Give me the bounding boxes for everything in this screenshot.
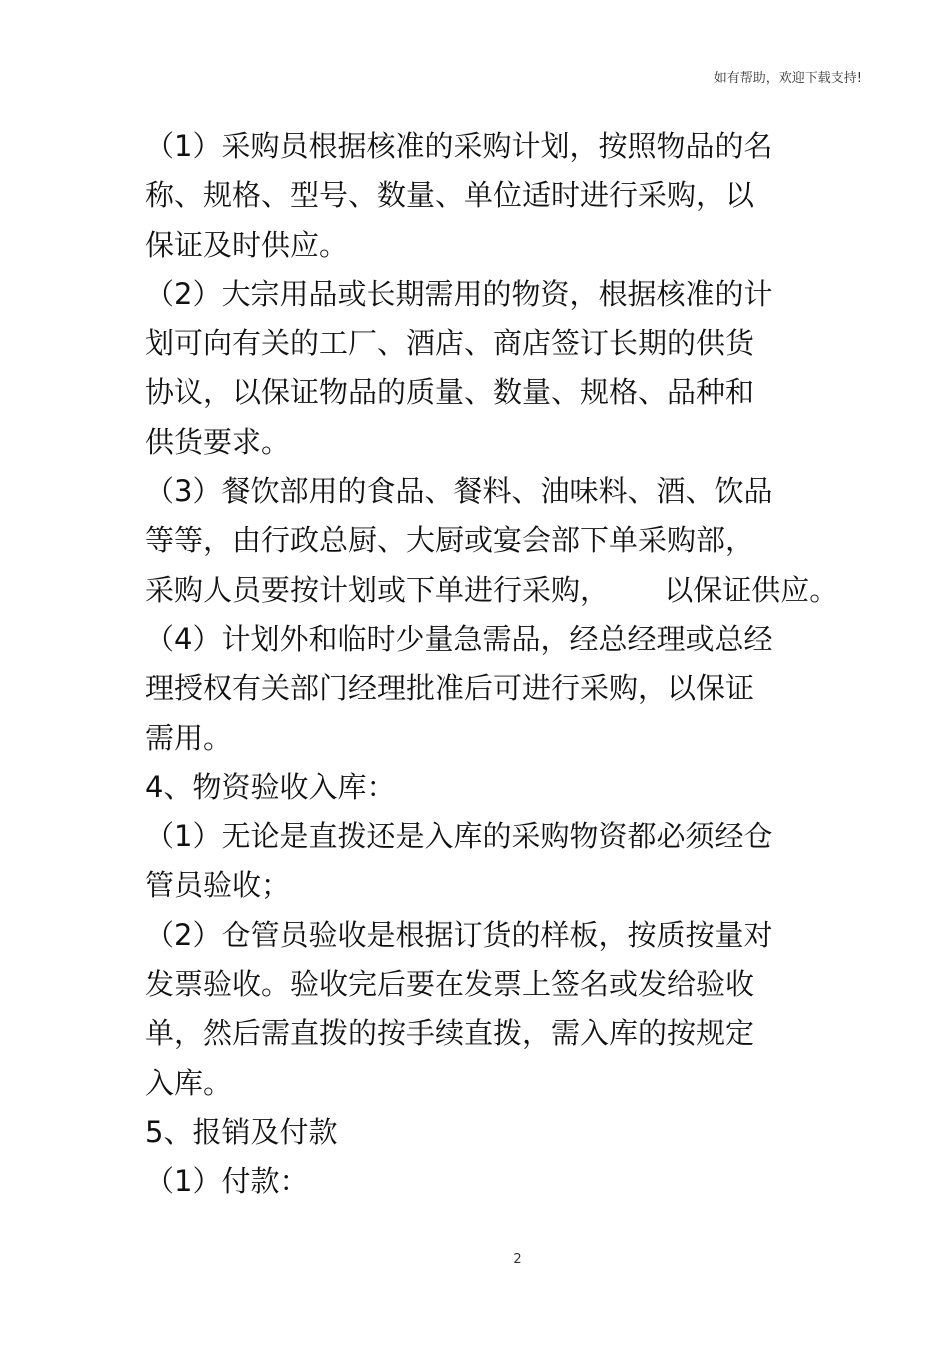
text-line: 保证及时供应。 — [145, 227, 349, 262]
text-line: 协议，以保证物品的质量、数量、规格、品种和 — [145, 375, 755, 410]
text-line: （3）餐饮部用的食品、餐料、油味料、酒、饮品 — [145, 474, 773, 509]
page-number: 2 — [513, 1252, 522, 1267]
text-line: 入库。 — [145, 1065, 233, 1100]
text-line: 理授权有关部门经理批准后可进行采购，以保证 — [145, 671, 755, 706]
header-note: 如有帮助，欢迎下载支持! — [713, 71, 862, 86]
text-line: （1）无论是直拨还是入库的采购物资都必须经仓 — [145, 819, 773, 854]
text-line: （1）付款： — [145, 1164, 309, 1199]
text-line: 发票验收。验收完后要在发票上签名或发给验收 — [145, 967, 755, 1002]
text-line: 供货要求。 — [145, 424, 291, 459]
document-body — [145, 122, 905, 1207]
text-line: 等等，由行政总厨、大厨或宴会部下单采购部， — [145, 523, 755, 558]
text-line: 管员验收； — [145, 868, 291, 903]
text-line: （1）采购员根据核准的采购计划，按照物品的名 — [145, 129, 773, 163]
text-line: （2）大宗用品或长期需用的物资，根据核准的计 — [145, 276, 773, 311]
section-heading: 4、物资验收入库： — [145, 769, 396, 804]
text-line: 称、规格、型号、数量、单位适时进行采购，以 — [145, 178, 755, 213]
text-line: （4）计划外和临时少量急需品，经总经理或总经 — [145, 621, 773, 656]
section-heading: 5、报销及付款 — [145, 1114, 338, 1149]
text-line: 划可向有关的工厂、酒店、商店签订长期的供货 — [145, 326, 755, 361]
text-line: 需用。 — [145, 720, 233, 755]
text-line: 采购人员要按计划或下单进行采购， 以保证供应。 — [145, 572, 839, 607]
text-line: （2）仓管员验收是根据订货的样板，按质按量对 — [145, 917, 773, 952]
text-line: 单，然后需直拨的按手续直拨，需入库的按规定 — [145, 1016, 755, 1051]
